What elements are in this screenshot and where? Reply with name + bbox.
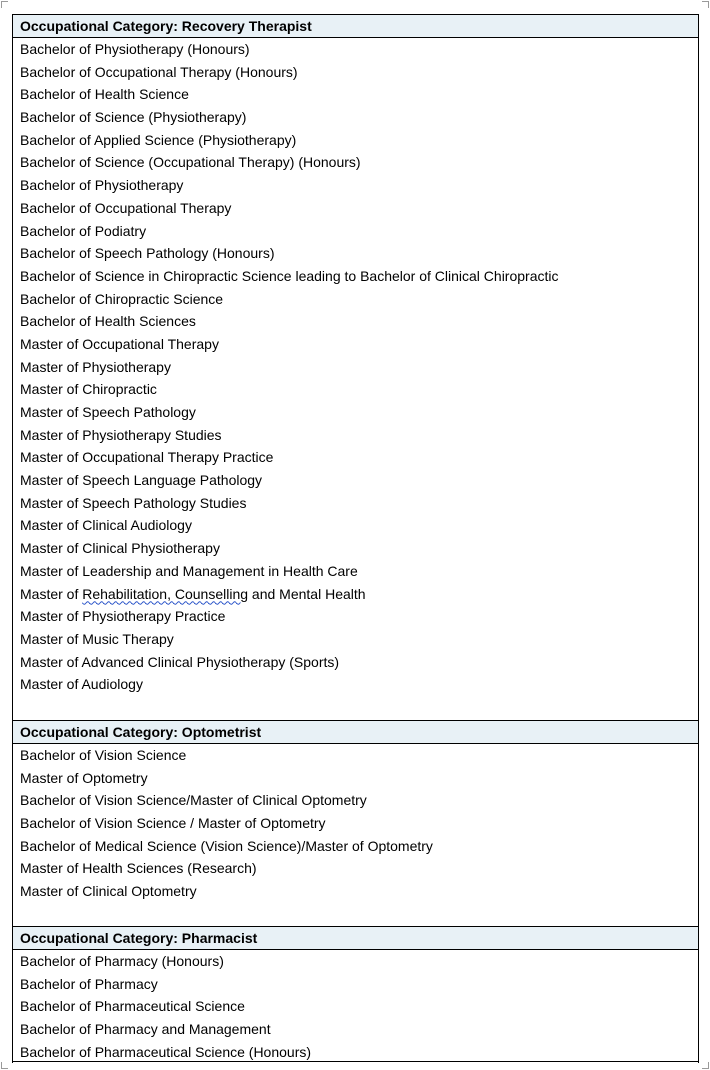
list-item: Master of Music Therapy <box>20 630 174 647</box>
rehab-prefix: Master of <box>20 585 83 602</box>
list-item: Master of Physiotherapy Practice <box>20 608 226 625</box>
section-header: Occupational Category: Optometrist <box>13 720 698 744</box>
list-item: Bachelor of Health Sciences <box>20 313 196 330</box>
list-item: Master of Physiotherapy <box>20 358 171 375</box>
section-header: Occupational Category: Pharmacist <box>13 926 698 950</box>
list-item: Master of Chiropractic <box>20 381 157 398</box>
page-corner-mark <box>1 1 8 8</box>
list-item: Bachelor of Science (Physiotherapy) <box>20 109 247 126</box>
list-item: Master of Optometry <box>20 769 148 786</box>
list-item-rehabilitation <box>20 583 698 606</box>
spellcheck-underlined-text[interactable]: Rehabilitation, Counselling <box>82 585 249 602</box>
qualification-list <box>13 744 698 903</box>
section-optometrist <box>12 720 699 926</box>
list-item: Bachelor of Science in Chiropractic Science leading to Bachelor of Clinical Chiropractic <box>20 267 559 284</box>
list-item: Master of Speech Pathology Studies <box>20 494 247 511</box>
list-item: Bachelor of Occupational Therapy <box>20 199 232 216</box>
list-item: Master of Speech Pathology <box>20 404 196 420</box>
list-item: Bachelor of Speech Pathology (Honours) <box>20 245 275 262</box>
list-item: Bachelor of Vision Science <box>20 747 187 763</box>
list-item: Bachelor of Pharmaceutical Science <box>20 998 245 1015</box>
qualification-list <box>13 950 698 1063</box>
qualification-list <box>13 38 698 696</box>
list-item: Bachelor of Physiotherapy (Honours) <box>20 41 250 57</box>
rehab-suffix: and Mental Health <box>248 585 366 602</box>
list-item: Master of Audiology <box>20 676 143 693</box>
section-header: Occupational Category: Recovery Therapist <box>13 14 698 38</box>
list-item: Bachelor of Occupational Therapy (Honours) <box>20 63 298 80</box>
list-item: Bachelor of Pharmacy and Management <box>20 1021 271 1038</box>
page-corner-mark <box>702 1 709 8</box>
list-item: Bachelor of Chiropractic Science <box>20 290 224 307</box>
list-item: Bachelor of Medical Science (Vision Science)/Master of Optometry <box>20 837 433 854</box>
list-item: Bachelor of Applied Science (Physiotherapy) <box>20 131 297 148</box>
list-item: Master of Health Sciences (Research) <box>20 860 257 877</box>
list-item: Bachelor of Pharmacy (Honours) <box>20 953 224 969</box>
list-item: Bachelor of Vision Science / Master of Optometry <box>20 815 326 832</box>
list-item: Bachelor of Physiotherapy <box>20 177 184 194</box>
list-item: Master of Clinical Optometry <box>20 883 197 900</box>
section-recovery-therapist <box>12 14 699 720</box>
list-item: Bachelor of Podiatry <box>20 222 147 239</box>
list-item: Bachelor of Pharmacy <box>20 975 158 992</box>
page-corner-mark <box>1 1062 8 1069</box>
list-item: Master of Physiotherapy Studies <box>20 426 222 443</box>
list-item: Master of Clinical Audiology <box>20 517 192 534</box>
list-item: Master of Occupational Therapy Practice <box>20 449 274 466</box>
list-item: Master of Occupational Therapy <box>20 335 219 352</box>
list-item: Master of Advanced Clinical Physiotherapy (Sports) <box>20 653 340 670</box>
table-bottom-border <box>12 1061 699 1062</box>
list-item: Bachelor of Pharmaceutical Science (Honours) <box>20 1043 312 1060</box>
list-item: Master of Leadership and Management in Health Care <box>20 562 358 579</box>
list-item: Master of Clinical Physiotherapy <box>20 540 220 557</box>
list-item: Bachelor of Health Science <box>20 86 189 103</box>
list-item: Bachelor of Science (Occupational Therapy) (Honours) <box>20 154 361 171</box>
list-item: Bachelor of Vision Science/Master of Clinical Optometry <box>20 792 367 809</box>
section-pharmacist <box>12 926 699 1063</box>
page-corner-mark <box>702 1062 709 1069</box>
list-item: Master of Speech Language Pathology <box>20 472 263 489</box>
